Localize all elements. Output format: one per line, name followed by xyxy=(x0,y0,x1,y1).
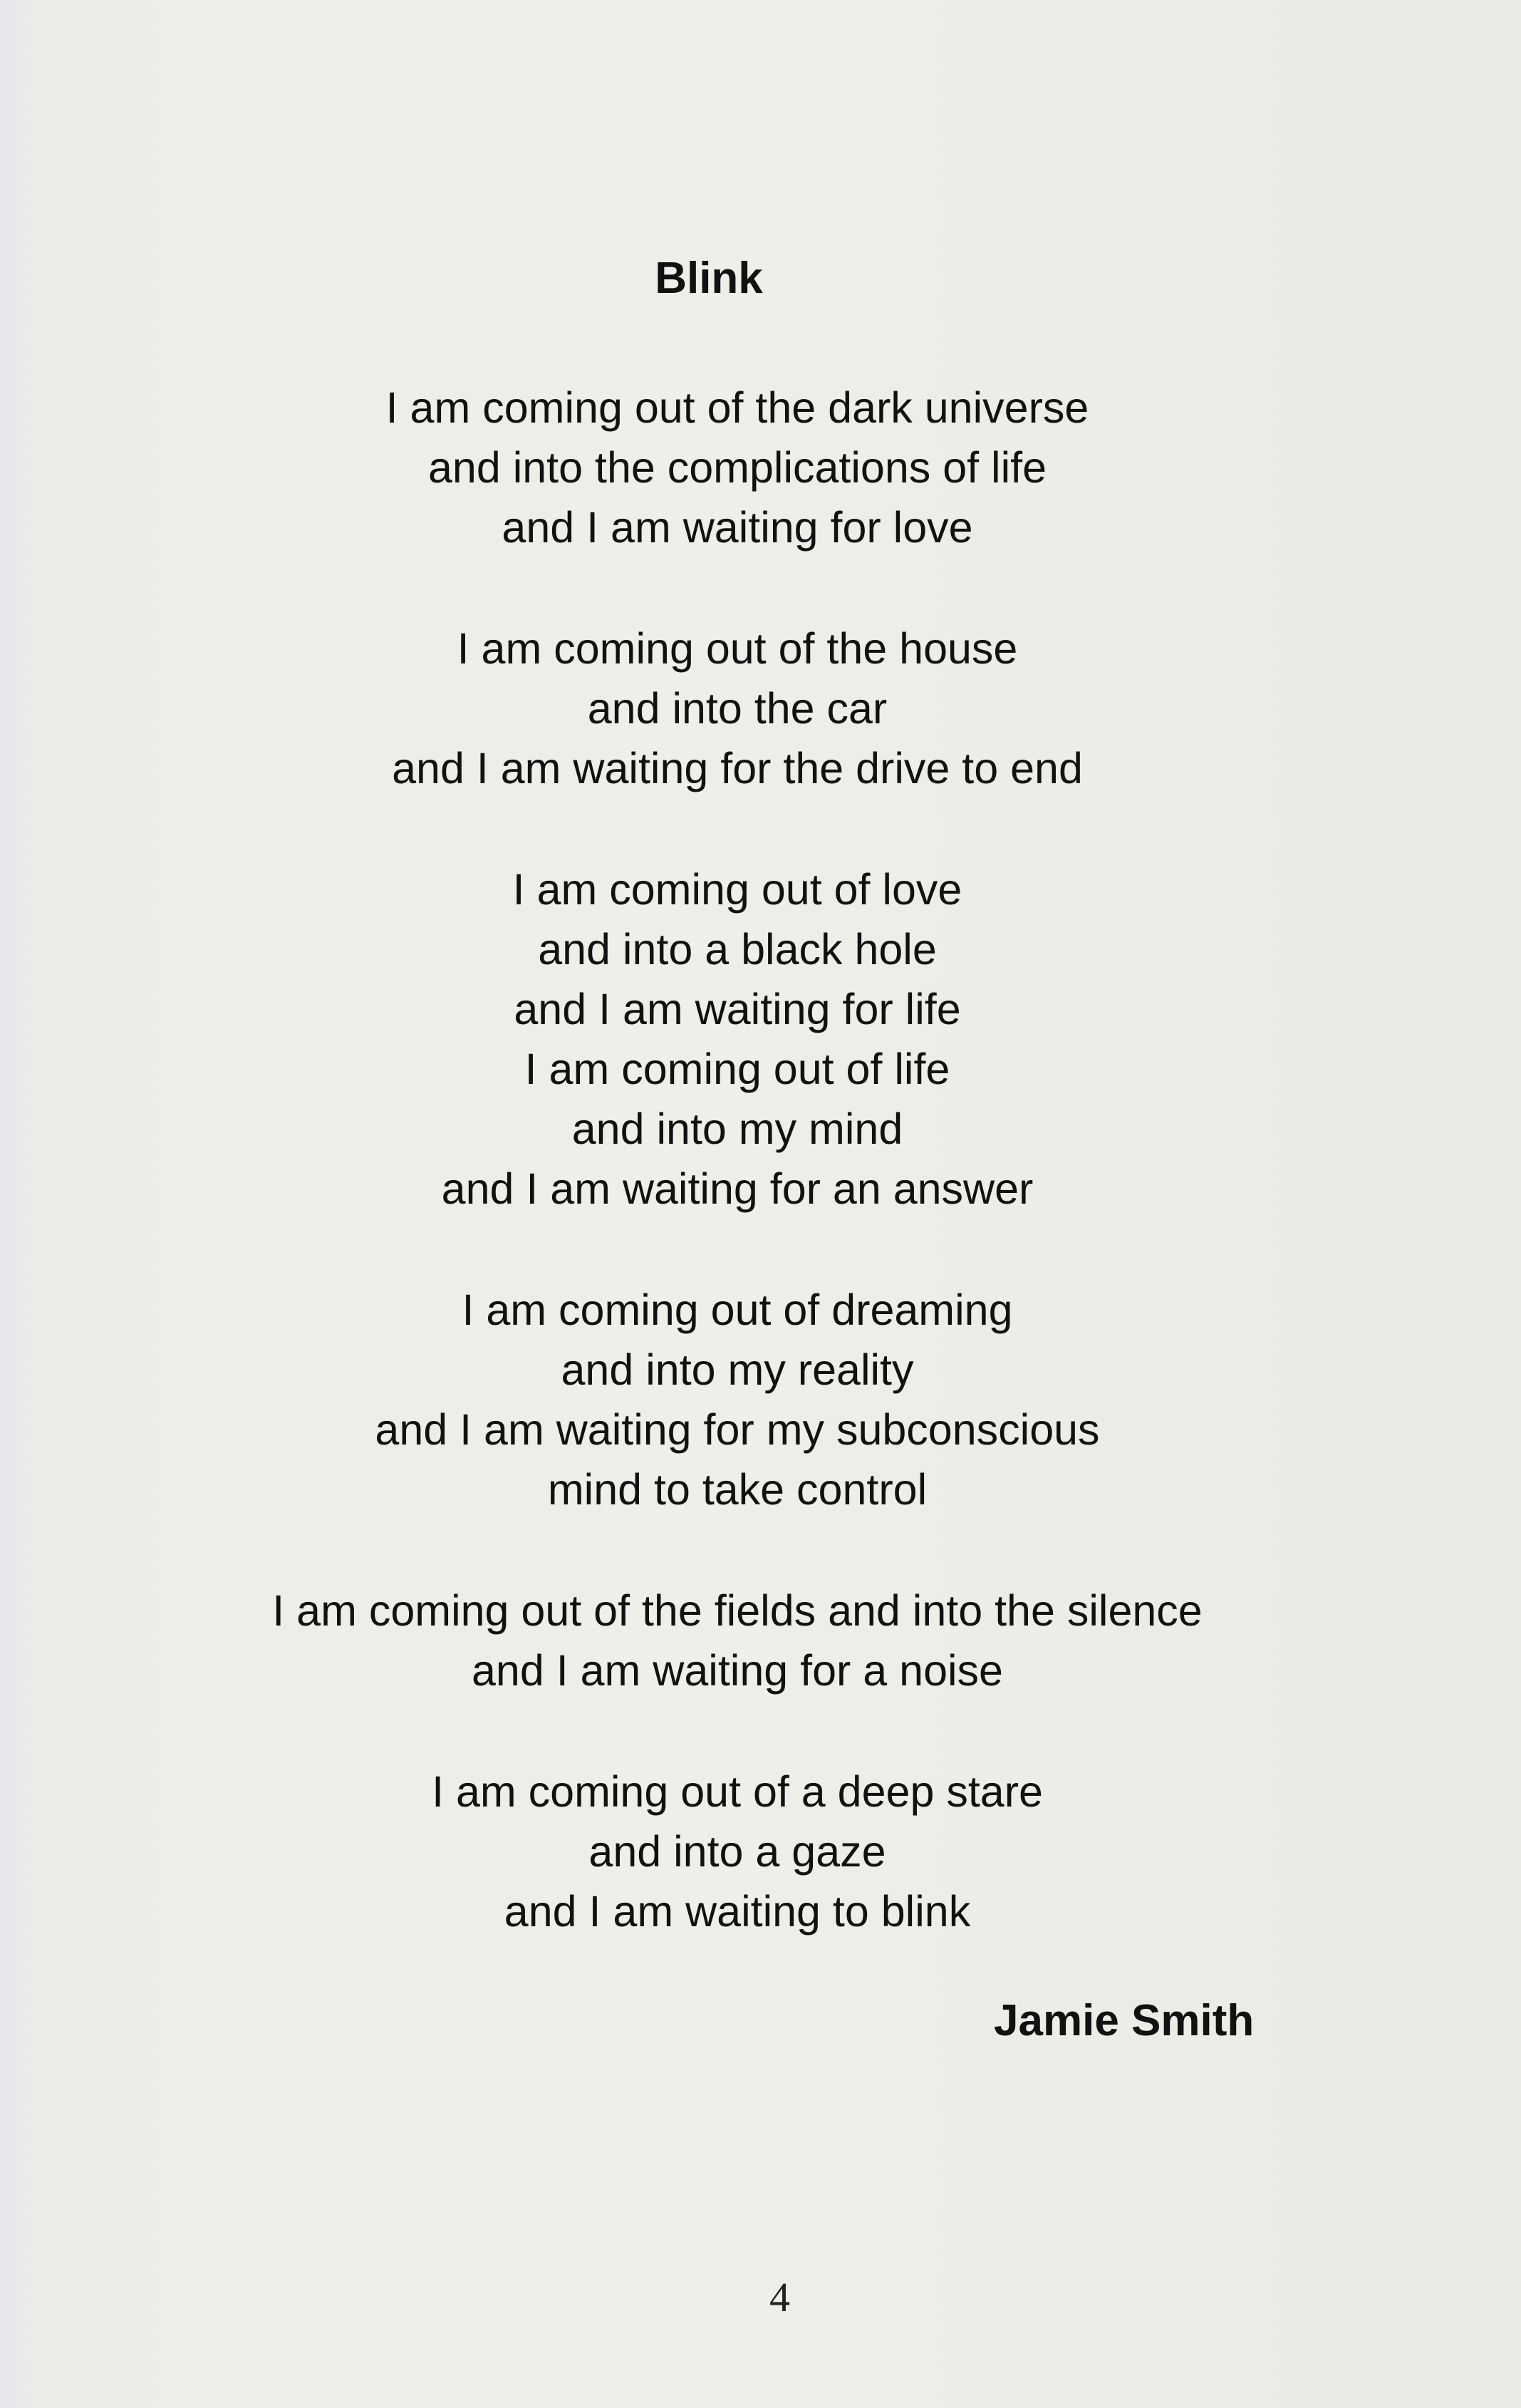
stanza xyxy=(0,859,1475,1219)
poem-title: Blink xyxy=(655,254,763,303)
poem-line: and into my reality xyxy=(561,1345,914,1394)
poem-line: mind to take control xyxy=(547,1465,928,1514)
poem-author: Jamie Smith xyxy=(994,1996,1255,2045)
poem-line: and I am waiting to blink xyxy=(504,1887,971,1936)
stanza xyxy=(0,1280,1475,1519)
poem-line: I am coming out of the house xyxy=(457,624,1018,673)
poem-line: I am coming out of love xyxy=(512,865,962,914)
poem-line: and I am waiting for a noise xyxy=(472,1646,1003,1695)
poem-line: and into the complications of life xyxy=(427,443,1047,492)
poem-line: and into a gaze xyxy=(588,1827,886,1876)
poem-line: I am coming out of dreaming xyxy=(462,1286,1013,1334)
stanza xyxy=(0,1581,1475,1700)
stanza xyxy=(0,1762,1475,1941)
poem-line: I am coming out of the dark universe xyxy=(385,383,1089,432)
poem-line: and into the car xyxy=(587,684,888,733)
poem-line: I am coming out of the fields and into the silence xyxy=(272,1586,1203,1635)
stanza xyxy=(0,619,1475,798)
poem-line: and I am waiting for an answer xyxy=(441,1164,1034,1213)
poem-line: I am coming out of life xyxy=(524,1045,950,1093)
poem-line: and I am waiting for the drive to end xyxy=(392,744,1083,792)
poem-body xyxy=(0,378,1475,2003)
poem-line: and I am waiting for love xyxy=(502,503,973,552)
poem-line: I am coming out of a deep stare xyxy=(432,1767,1043,1816)
poem-line: and I am waiting for life xyxy=(514,985,961,1033)
poem-line: and I am waiting for my subconscious xyxy=(375,1405,1100,1454)
stanza xyxy=(0,378,1475,557)
poem-line: and into my mind xyxy=(571,1105,903,1153)
poem-line: and into a black hole xyxy=(538,925,937,973)
page-number: 4 xyxy=(769,2274,790,2320)
